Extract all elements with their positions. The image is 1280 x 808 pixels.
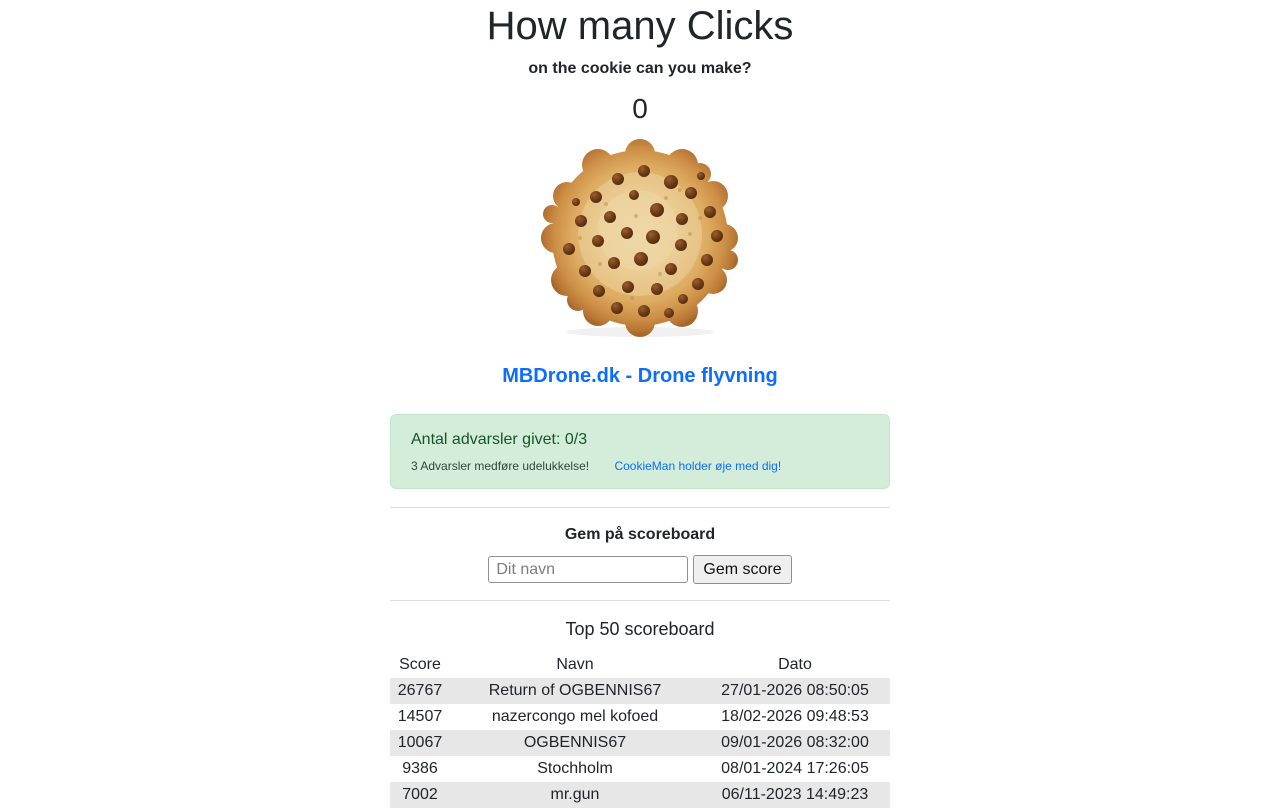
score-cell: 26767: [397, 682, 443, 699]
cookieman-link[interactable]: CookieMan holder øje med dig!: [614, 459, 782, 473]
date-cell: 08/01-2024 17:26:05: [721, 760, 869, 777]
cookie-image[interactable]: [540, 138, 740, 338]
table-row: [390, 782, 890, 808]
date-cell: 06/11-2023 14:49:23: [721, 786, 869, 803]
table-row: [390, 730, 890, 756]
page-subtitle: on the cookie can you make?: [528, 60, 752, 77]
save-form: [390, 555, 890, 584]
cookie-container: [390, 138, 890, 338]
date-cell: 09/01-2026 08:32:00: [721, 734, 869, 751]
name-input[interactable]: [488, 556, 688, 583]
score-cell: 14507: [397, 708, 443, 725]
divider-bottom: [390, 600, 890, 601]
promo-row: [390, 338, 890, 388]
warning-count-text: Antal advarsler givet: 0/3: [411, 431, 588, 448]
table-row: [390, 678, 890, 704]
warning-alert: [390, 414, 890, 489]
scoreboard-header-row: [390, 652, 890, 678]
table-row: [390, 704, 890, 730]
save-score-button[interactable]: Gem score: [693, 555, 791, 584]
scoreboard-table: [390, 652, 890, 808]
date-cell: 18/02-2026 09:48:53: [721, 708, 869, 725]
cookie-game-page: [390, 0, 890, 808]
table-row: [390, 756, 890, 782]
column-header-navn: Navn: [556, 656, 594, 673]
warning-note-row: [411, 459, 869, 473]
name-cell: mr.gun: [550, 786, 600, 803]
name-cell: Stochholm: [537, 760, 613, 777]
score-cell: 9386: [402, 760, 438, 777]
score-cell: 10067: [397, 734, 443, 751]
column-header-score: Score: [399, 656, 441, 673]
name-cell: nazercongo mel kofoed: [491, 708, 659, 725]
date-cell: 27/01-2026 08:50:05: [721, 682, 869, 699]
score-cell: 7002: [402, 786, 438, 803]
click-counter: 0: [632, 93, 648, 124]
column-header-dato: Dato: [778, 656, 812, 673]
name-cell: OGBENNIS67: [523, 734, 627, 751]
warning-note-text: 3 Advarsler medføre udelukkelse!: [411, 459, 590, 473]
scoreboard-heading: Top 50 scoreboard: [565, 619, 715, 639]
save-heading: Gem på scoreboard: [564, 526, 716, 543]
name-cell: Return of OGBENNIS67: [488, 682, 662, 699]
divider-top: [390, 507, 890, 508]
promo-link[interactable]: MBDrone.dk - Drone flyvning: [502, 365, 778, 387]
page-title: How many Clicks: [486, 4, 794, 48]
